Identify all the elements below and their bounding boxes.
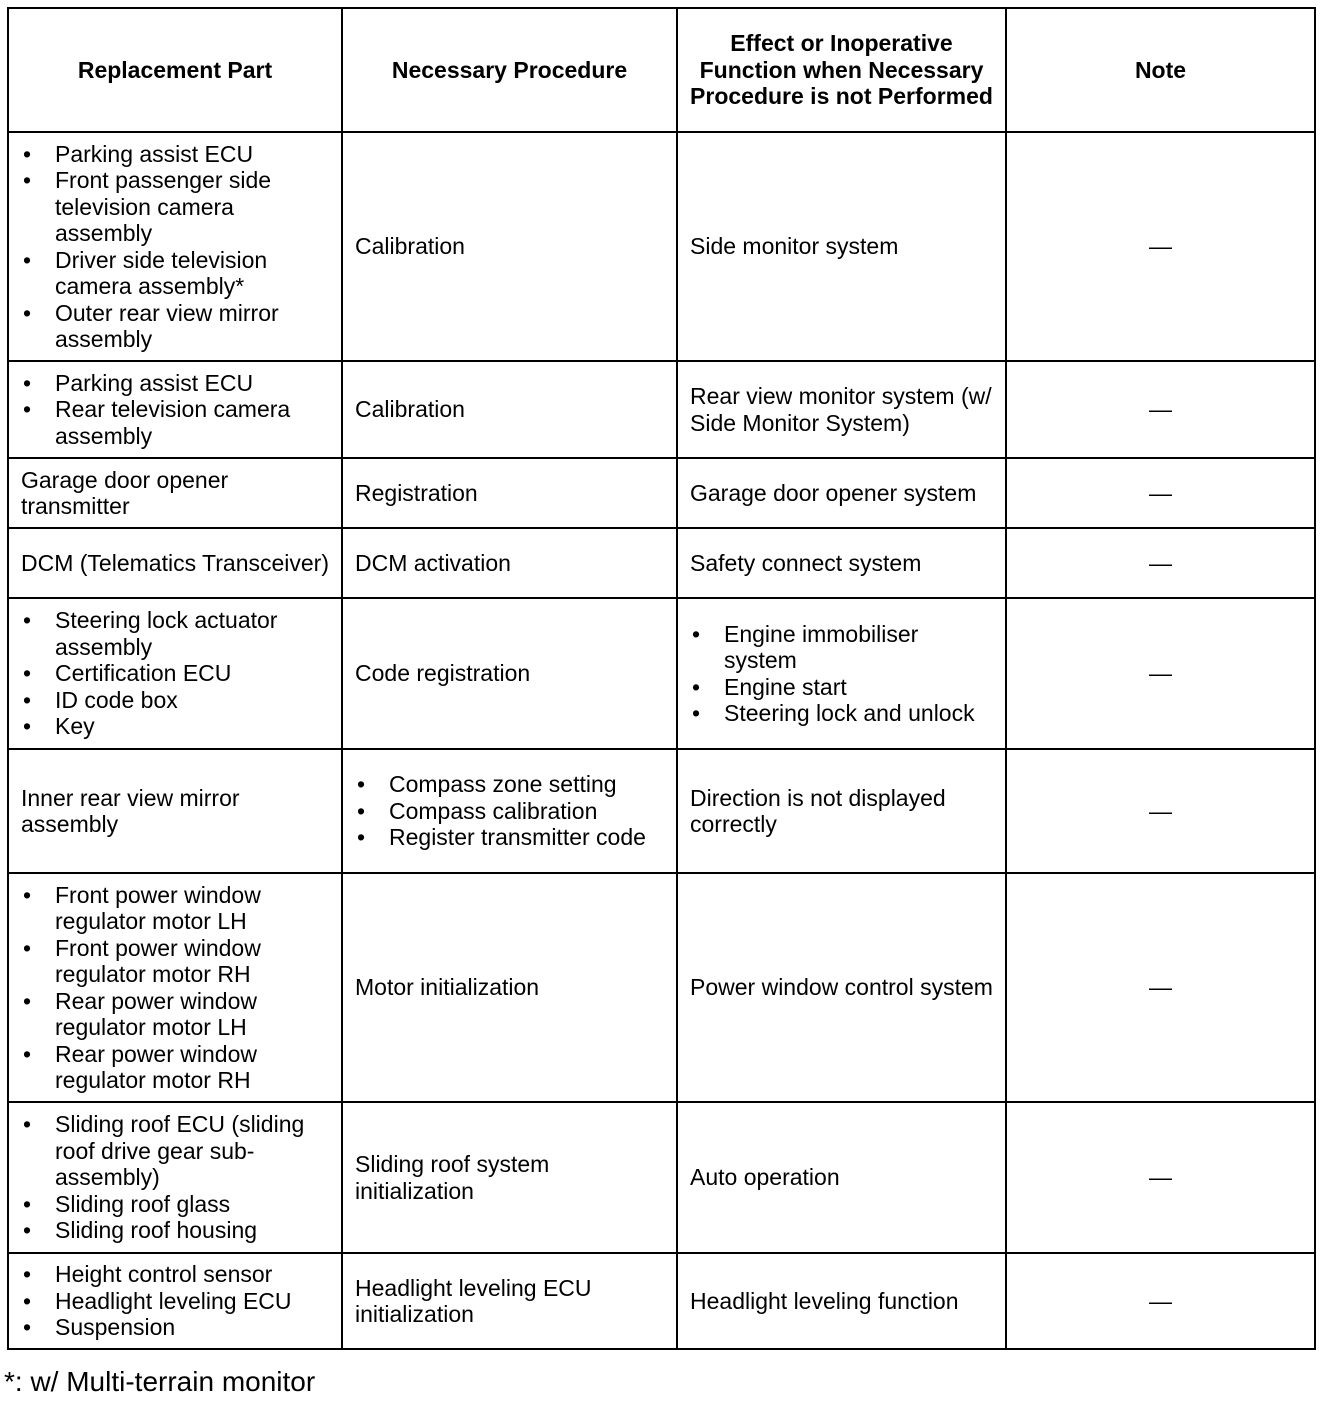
procedure-list: [355, 771, 664, 851]
effect-cell: Auto operation: [677, 1102, 1006, 1253]
list-item: • Front power window regulator motor RH: [21, 935, 329, 988]
procedure-cell: Headlight leveling ECU initialization: [342, 1253, 677, 1349]
table-row: [8, 749, 1315, 873]
list-item: • Sliding roof glass: [21, 1191, 329, 1218]
effect-cell: Rear view monitor system (w/ Side Monitor System): [677, 361, 1006, 458]
table-row: [8, 598, 1315, 749]
header-necessary-procedure: Necessary Procedure: [342, 8, 677, 132]
note-cell: —: [1006, 1102, 1315, 1253]
procedure-cell: Sliding roof system initialization: [342, 1102, 677, 1253]
procedure-cell: Calibration: [342, 132, 677, 361]
effect-cell: Headlight leveling function: [677, 1253, 1006, 1349]
part-cell: [8, 1253, 342, 1349]
effect-cell: Direction is not displayed correctly: [677, 749, 1006, 873]
replacement-procedure-table: [7, 7, 1316, 1350]
effect-cell: Power window control system: [677, 873, 1006, 1102]
note-cell: —: [1006, 873, 1315, 1102]
header-note: Note: [1006, 8, 1315, 132]
procedure-cell: Registration: [342, 458, 677, 528]
table-row: [8, 132, 1315, 361]
list-item: • Parking assist ECU: [21, 141, 329, 168]
list-item: • Certification ECU: [21, 660, 329, 687]
part-list: [21, 882, 329, 1094]
effect-cell: Safety connect system: [677, 528, 1006, 598]
part-cell: [8, 598, 342, 749]
footnote: *: w/ Multi-terrain monitor: [4, 1366, 316, 1397]
table-row: [8, 1102, 1315, 1253]
list-item: • Register transmitter code: [355, 824, 664, 851]
table-row: [8, 458, 1315, 528]
list-item: • ID code box: [21, 687, 329, 714]
list-item: • Sliding roof ECU (sliding roof drive gear sub-assembly): [21, 1111, 329, 1191]
note-cell: —: [1006, 361, 1315, 458]
table-row: [8, 528, 1315, 598]
table-row: [8, 873, 1315, 1102]
list-item: • Rear power window regulator motor RH: [21, 1041, 329, 1094]
note-cell: —: [1006, 598, 1315, 749]
part-cell: Inner rear view mirror assembly: [8, 749, 342, 873]
note-cell: —: [1006, 749, 1315, 873]
list-item: • Compass zone setting: [355, 771, 664, 798]
procedure-cell: DCM activation: [342, 528, 677, 598]
part-cell: [8, 1102, 342, 1253]
list-item: • Driver side television camera assembly*: [21, 247, 329, 300]
note-cell: —: [1006, 132, 1315, 361]
list-item: • Sliding roof housing: [21, 1217, 329, 1244]
list-item: • Engine start: [690, 674, 993, 701]
list-item: • Height control sensor: [21, 1261, 329, 1288]
procedure-cell: Code registration: [342, 598, 677, 749]
effect-cell: [677, 598, 1006, 749]
list-item: • Steering lock and unlock: [690, 700, 993, 727]
part-cell: [8, 873, 342, 1102]
effect-cell: Side monitor system: [677, 132, 1006, 361]
part-list: [21, 141, 329, 353]
list-item: • Steering lock actuator assembly: [21, 607, 329, 660]
list-item: • Rear power window regulator motor LH: [21, 988, 329, 1041]
list-item: • Key: [21, 713, 329, 740]
header-replacement-part: Replacement Part: [8, 8, 342, 132]
note-cell: —: [1006, 528, 1315, 598]
part-list: [21, 1111, 329, 1244]
part-cell: [8, 132, 342, 361]
part-list: [21, 370, 329, 450]
list-item: • Parking assist ECU: [21, 370, 329, 397]
effect-list: [690, 621, 993, 727]
effect-cell: Garage door opener system: [677, 458, 1006, 528]
table-row: [8, 1253, 1315, 1349]
list-item: • Suspension: [21, 1314, 329, 1341]
list-item: • Rear television camera assembly: [21, 396, 329, 449]
table-row: [8, 361, 1315, 458]
list-item: • Engine immobiliser system: [690, 621, 993, 674]
list-item: • Front passenger side television camera assembly: [21, 167, 329, 247]
procedure-cell: Calibration: [342, 361, 677, 458]
procedure-cell: [342, 749, 677, 873]
note-cell: —: [1006, 458, 1315, 528]
procedure-cell: Motor initialization: [342, 873, 677, 1102]
list-item: • Headlight leveling ECU: [21, 1288, 329, 1315]
part-list: [21, 607, 329, 740]
part-cell: Garage door opener transmitter: [8, 458, 342, 528]
list-item: • Outer rear view mirror assembly: [21, 300, 329, 353]
header-row: [8, 8, 1315, 132]
part-list: [21, 1261, 329, 1341]
part-cell: DCM (Telematics Transceiver): [8, 528, 342, 598]
list-item: • Front power window regulator motor LH: [21, 882, 329, 935]
header-effect: Effect or Inoperative Function when Necessary Procedure is not Performed: [677, 8, 1006, 132]
note-cell: —: [1006, 1253, 1315, 1349]
list-item: • Compass calibration: [355, 798, 664, 825]
part-cell: [8, 361, 342, 458]
